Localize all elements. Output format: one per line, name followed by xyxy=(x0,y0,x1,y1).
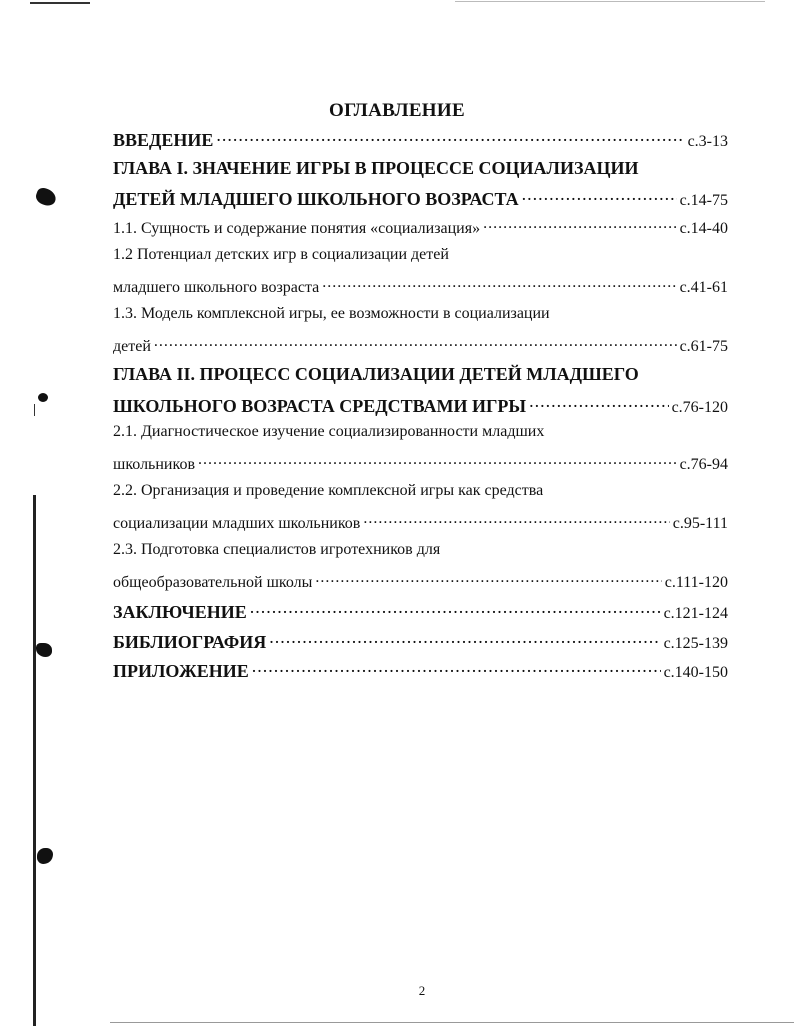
toc-dot-leader xyxy=(250,600,661,618)
scan-artifact-bottom xyxy=(110,1022,794,1023)
toc-entry-label: 2.1. Диагностическое изучение социализированности младших xyxy=(113,423,545,440)
toc-entry-label: общеобразовательной школы xyxy=(113,573,313,591)
scan-artifact-top xyxy=(30,2,90,4)
toc-entry-page: с.14-40 xyxy=(679,219,728,237)
toc-entry-page: с.61-75 xyxy=(679,337,728,355)
scan-blot xyxy=(37,848,53,864)
toc-entry-label: 2.2. Организация и проведение комплексной игры как средства xyxy=(113,482,544,499)
toc-entry-page: с.3-13 xyxy=(687,133,728,150)
page-title: ОГЛАВЛЕНИЕ xyxy=(329,100,465,121)
toc-dot-leader xyxy=(529,394,668,412)
toc-dot-leader xyxy=(363,512,669,528)
page-number: 2 xyxy=(418,983,426,998)
toc-entry xyxy=(113,630,728,660)
scan-artifact-left-edge xyxy=(33,495,36,1026)
scan-artifact-tick xyxy=(34,404,35,416)
toc-dot-leader xyxy=(252,659,661,677)
toc-entry-page: с.14-75 xyxy=(679,192,728,209)
toc-entry xyxy=(113,158,728,188)
toc-entry-page: с.111-120 xyxy=(664,573,728,591)
toc-entry xyxy=(113,364,728,394)
toc-entry xyxy=(113,659,728,689)
toc-entry xyxy=(113,423,728,453)
toc-dot-leader xyxy=(198,453,677,469)
table-of-contents xyxy=(113,128,728,689)
scan-blot xyxy=(34,186,58,208)
toc-entry-label: БИБЛИОГРАФИЯ xyxy=(113,631,267,652)
toc-entry-label: 1.1. Сущность и содержание понятия «социализация» xyxy=(113,219,481,237)
toc-dot-leader xyxy=(483,217,676,233)
toc-entry xyxy=(113,600,728,630)
toc-entry xyxy=(113,217,728,247)
toc-entry xyxy=(113,453,728,483)
toc-entry xyxy=(113,335,728,365)
toc-entry-page: с.76-94 xyxy=(679,455,728,473)
toc-entry-label: детей xyxy=(113,337,151,355)
toc-entry-label: ЗАКЛЮЧЕНИЕ xyxy=(113,602,247,622)
toc-entry xyxy=(113,482,728,512)
toc-entry-page: с.140-150 xyxy=(663,664,728,681)
toc-entry-page: с.121-124 xyxy=(663,605,728,622)
toc-entry-page: с.76-120 xyxy=(671,398,728,416)
toc-entry-page: с.125-139 xyxy=(663,634,728,652)
toc-dot-leader xyxy=(216,128,684,146)
toc-entry-label: ШКОЛЬНОГО ВОЗРАСТА СРЕДСТВАМИ ИГРЫ xyxy=(113,395,527,416)
toc-dot-leader xyxy=(522,187,677,205)
scan-blot xyxy=(36,643,52,657)
toc-entry xyxy=(113,128,728,158)
toc-entry-label: школьников xyxy=(113,455,195,473)
toc-entry-label: ГЛАВА II. ПРОЦЕСС СОЦИАЛИЗАЦИИ ДЕТЕЙ МЛАДШЕГО xyxy=(113,364,639,384)
toc-entry-label: социализации младших школьников xyxy=(113,514,361,532)
toc-entry xyxy=(113,276,728,306)
toc-dot-leader xyxy=(315,571,661,587)
toc-entry-page: с.95-111 xyxy=(672,514,728,532)
toc-entry xyxy=(113,571,728,601)
toc-entry xyxy=(113,512,728,542)
toc-entry xyxy=(113,246,728,276)
scan-blot xyxy=(38,393,48,402)
toc-entry-label: младшего школьного возраста xyxy=(113,278,320,296)
toc-entry-label: 2.3. Подготовка специалистов игротехников для xyxy=(113,541,441,558)
toc-entry-label: ДЕТЕЙ МЛАДШЕГО ШКОЛЬНОГО ВОЗРАСТА xyxy=(113,189,519,209)
toc-entry xyxy=(113,394,728,424)
toc-dot-leader xyxy=(269,630,660,648)
toc-entry-label: 1.2 Потенциал детских игр в социализации детей xyxy=(113,246,449,263)
toc-entry xyxy=(113,187,728,217)
toc-dot-leader xyxy=(322,276,676,292)
toc-entry-label: 1.3. Модель комплексной игры, ее возможности в социализации xyxy=(113,305,550,322)
toc-entry-page: с.41-61 xyxy=(679,278,728,296)
toc-entry xyxy=(113,541,728,571)
toc-entry-label: ГЛАВА I. ЗНАЧЕНИЕ ИГРЫ В ПРОЦЕССЕ СОЦИАЛИЗАЦИИ xyxy=(113,157,639,178)
toc-entry-label: ПРИЛОЖЕНИЕ xyxy=(113,661,249,681)
toc-entry-label: ВВЕДЕНИЕ xyxy=(113,130,214,150)
scan-artifact-top-faint xyxy=(455,1,765,2)
toc-dot-leader xyxy=(154,335,677,351)
toc-entry xyxy=(113,305,728,335)
